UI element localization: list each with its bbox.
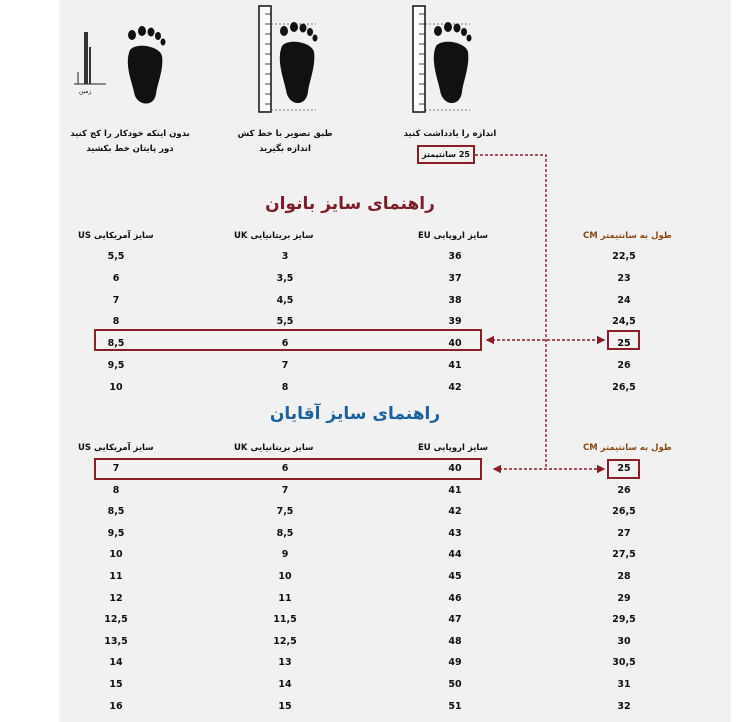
ruler-icon	[259, 6, 271, 112]
mens-cell-eu: 51	[448, 700, 462, 712]
mens-cell-eu: 48	[448, 635, 462, 647]
step1-value: 25 سانتیمتر	[422, 150, 470, 159]
mens-header-us: سایز آمریکایی US	[78, 443, 154, 453]
womens-cell-uk: 3	[281, 251, 289, 262]
mens-cell-cm: 27	[617, 527, 631, 539]
mens-cell-cm: 29,5	[612, 614, 636, 626]
step3-line2: دور پایتان خط بکشید	[86, 144, 174, 154]
mens-cell-uk: 7,5	[276, 506, 294, 518]
mens-cell-uk: 10	[278, 571, 292, 582]
step2-line1: طبق تصویر با خط کش	[237, 129, 333, 139]
mens-cell-uk: 11,5	[273, 614, 297, 626]
pen-icon	[84, 32, 88, 84]
mens-cell-uk: 8,5	[276, 527, 294, 539]
womens-cell-us: 7	[112, 294, 120, 306]
mens-cell-eu: 50	[448, 679, 462, 690]
mens-cell-us: 14	[109, 657, 123, 669]
womens-header-us: سایز آمریکایی US	[78, 231, 154, 241]
ruler-icon	[413, 6, 425, 112]
mens-cell-eu: 47	[448, 614, 462, 626]
foot-measured-illustration	[410, 4, 480, 116]
womens-cell-cm: 23	[617, 272, 631, 284]
mens-cell-us: 13,5	[104, 635, 128, 647]
womens-cell-eu: 39	[448, 316, 462, 328]
womens-cell-eu: 36	[448, 251, 462, 262]
mens-cell-eu: 41	[448, 484, 462, 496]
step3-line1: بدون اینکه خودکار را کج کنید	[70, 129, 190, 139]
womens-cell-uk: 8	[281, 381, 289, 393]
mens-cell-eu: 42	[448, 506, 462, 518]
mens-cell-uk: 7	[281, 484, 289, 496]
mens-cell-us: 12,5	[104, 614, 128, 626]
womens-cell-cm: 25	[617, 338, 631, 350]
womens-cell-us: 6	[112, 272, 120, 284]
womens-cell-eu: 37	[448, 272, 462, 284]
womens-cell-uk: 6	[281, 338, 289, 350]
mens-cell-cm: 30,5	[612, 657, 636, 669]
mens-cell-eu: 49	[448, 657, 462, 669]
womens-cell-cm: 24	[617, 294, 631, 306]
womens-cell-eu: 38	[448, 294, 462, 306]
womens-title: راهنمای سایز بانوان	[265, 194, 435, 214]
womens-cell-eu: 40	[448, 338, 462, 350]
mens-title: راهنمای سایز آقایان	[269, 404, 441, 424]
mens-cell-cm: 27,5	[612, 549, 636, 561]
mens-cell-cm: 28	[617, 571, 631, 582]
mens-cell-uk: 9	[281, 549, 289, 561]
mens-cell-uk: 14	[278, 679, 292, 690]
mens-cell-us: 10	[109, 549, 123, 561]
mens-cell-cm: 26,5	[612, 506, 636, 518]
womens-cell-cm: 24,5	[612, 316, 636, 328]
step2-line2: اندازه بگیرید	[259, 144, 311, 154]
womens-cell-us: 5,5	[107, 251, 125, 262]
mens-cell-uk: 15	[278, 700, 292, 712]
womens-cell-us: 10	[109, 381, 123, 393]
mens-cell-cm: 31	[617, 679, 631, 690]
mens-cell-eu: 45	[448, 571, 462, 582]
womens-cell-us: 8	[112, 316, 120, 328]
mens-cell-cm: 32	[617, 700, 631, 712]
womens-cell-cm: 26,5	[612, 381, 636, 393]
mens-cell-uk: 11	[278, 592, 292, 604]
mens-cell-us: 16	[109, 700, 123, 712]
step2-caption	[225, 127, 345, 157]
mens-cell-eu: 44	[448, 549, 462, 561]
step1-line1: اندازه را یادداشت کنید	[403, 129, 497, 139]
mens-cell-us: 12	[109, 592, 123, 604]
mens-cell-us: 11	[109, 571, 123, 582]
mens-cell-us: 9,5	[107, 527, 125, 539]
womens-cell-cm: 26	[617, 360, 631, 371]
mens-cell-cm: 29	[617, 592, 631, 604]
womens-highlight-row	[94, 329, 482, 351]
mens-cell-uk: 13	[278, 657, 292, 669]
mens-header-cm: طول به سانتیمتر CM	[583, 443, 672, 453]
womens-cell-uk: 7	[281, 360, 289, 371]
foot-ruler-illustration	[256, 4, 326, 116]
womens-cell-eu: 42	[448, 381, 462, 393]
womens-highlight-cm	[607, 330, 640, 350]
mens-cell-uk: 12,5	[273, 635, 297, 647]
mens-highlight-row	[94, 458, 482, 480]
mens-header-eu: سایز اروپایی EU	[418, 443, 488, 453]
mens-cell-cm: 25	[617, 463, 631, 474]
womens-cell-uk: 5,5	[276, 316, 294, 328]
mens-cell-eu: 43	[448, 527, 462, 539]
step3-caption	[55, 127, 205, 157]
womens-cell-uk: 4,5	[276, 294, 294, 306]
mens-header-uk: سایز بریتانیایی UK	[234, 443, 314, 453]
mens-cell-cm: 26	[617, 484, 631, 496]
womens-header-uk: سایز بریتانیایی UK	[234, 231, 314, 241]
mens-cell-cm: 30	[617, 635, 631, 647]
step1-caption	[385, 127, 515, 142]
mens-cell-us: 8	[112, 484, 120, 496]
mens-cell-eu: 40	[448, 463, 462, 474]
mens-cell-us: 15	[109, 679, 123, 690]
floor-label: زمین	[79, 88, 92, 95]
foot-pen-illustration	[62, 22, 182, 112]
mens-highlight-cm	[607, 459, 640, 479]
womens-cell-us: 8,5	[107, 338, 125, 350]
womens-cell-eu: 41	[448, 360, 462, 371]
womens-header-eu: سایز اروپایی EU	[418, 231, 488, 241]
mens-cell-uk: 6	[281, 463, 289, 474]
mens-cell-us: 8,5	[107, 506, 125, 518]
womens-cell-uk: 3,5	[276, 272, 294, 284]
womens-cell-cm: 22,5	[612, 251, 636, 262]
womens-header-cm: طول به سانتیمتر CM	[583, 231, 672, 241]
mens-cell-eu: 46	[448, 592, 462, 604]
womens-cell-us: 9,5	[107, 360, 125, 371]
mens-cell-us: 7	[112, 463, 120, 474]
